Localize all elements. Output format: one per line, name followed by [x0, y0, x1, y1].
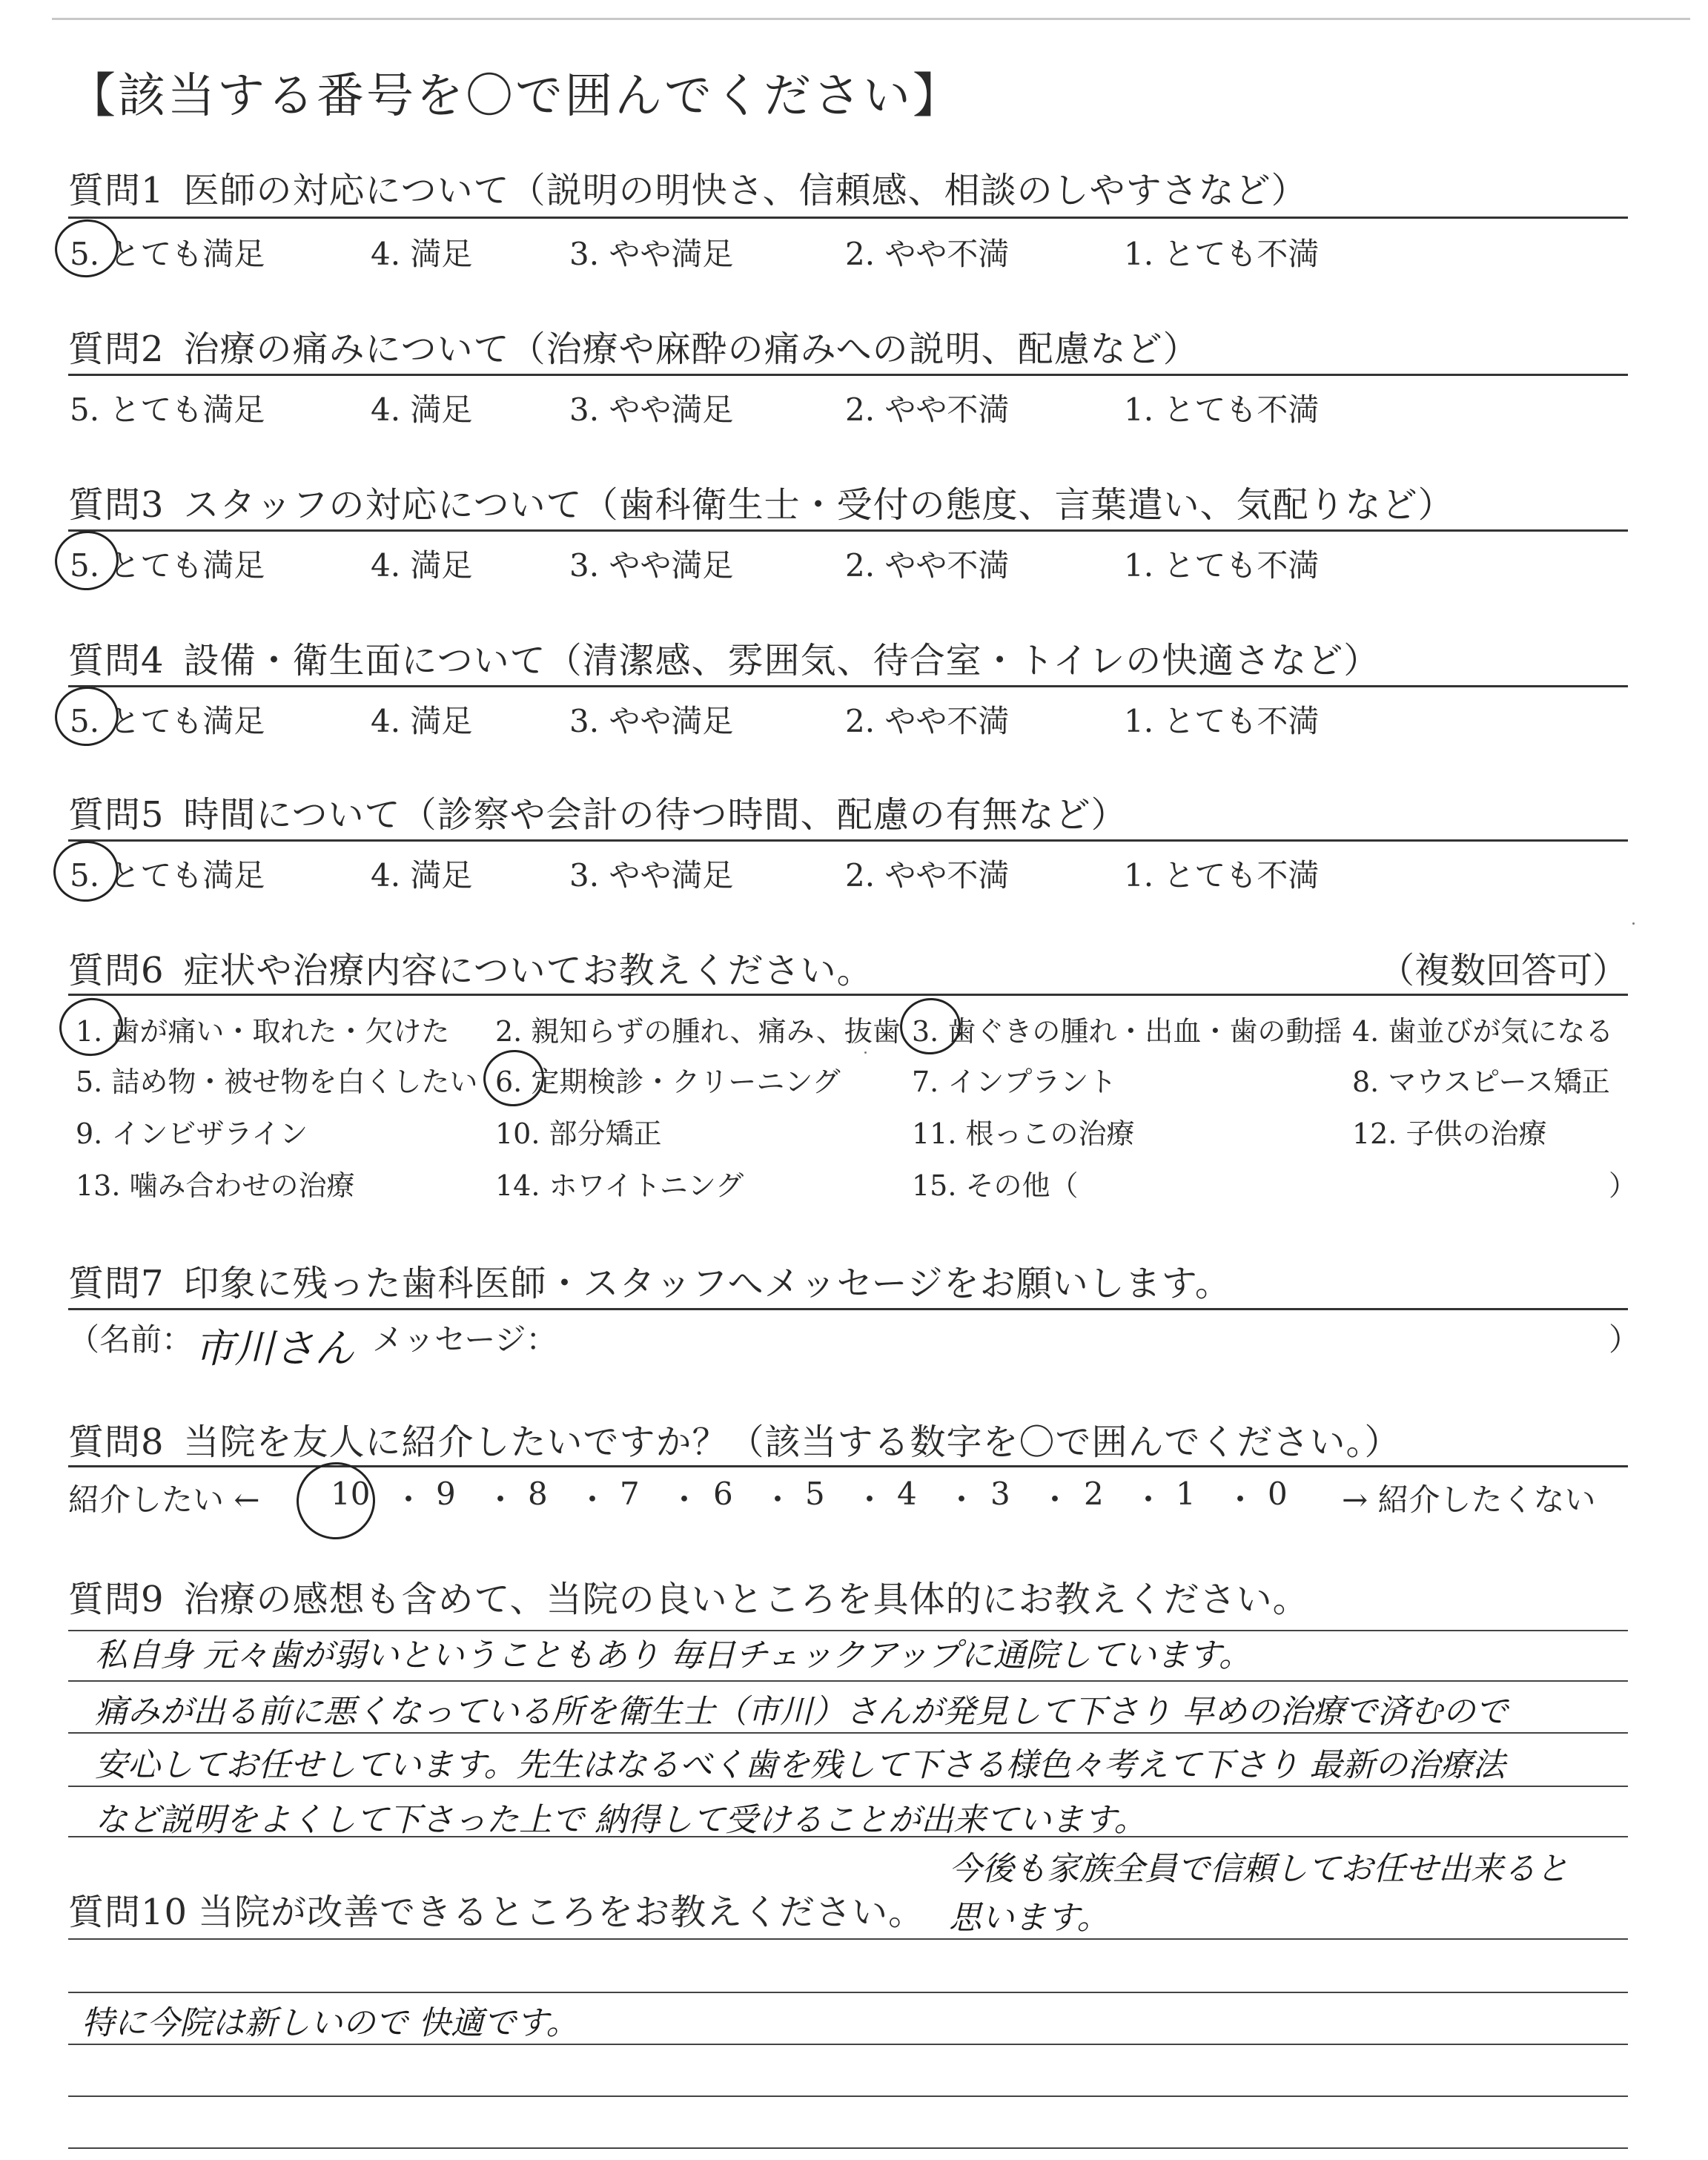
question-text: 医師の対応について（説明の明快さ、信頼感、相談のしやすさなど） — [183, 170, 1308, 211]
option-5[interactable]: 5. とても満足 — [70, 547, 265, 584]
answer-text: など説明をよくして下さった上で 納得して受けることが出来ています。 — [95, 1801, 1147, 1839]
question-text: 治療の感想も含めて、当院の良いところを具体的にお教えください。 — [183, 1579, 1309, 1620]
answer-text: 今後も家族全員で信頼してお任せ出来ると — [949, 1850, 1569, 1888]
rule — [68, 1308, 1628, 1310]
question-number: 質問9 — [68, 1579, 165, 1620]
other-close-paren: ） — [1609, 1169, 1638, 1202]
scale-dot: ・ — [762, 1482, 794, 1518]
close-paren: ） — [1609, 1321, 1641, 1358]
speck — [1632, 922, 1635, 925]
scale-right-label: → 紹介したくない — [1342, 1482, 1596, 1518]
scale-value[interactable]: 1 — [1176, 1476, 1196, 1512]
question-8 — [68, 1413, 1401, 1464]
scale-value[interactable]: 0 — [1268, 1476, 1288, 1512]
question-number: 質問6 — [68, 950, 165, 991]
page-title: 【該当する番号を〇で囲んでください】 — [68, 69, 962, 124]
answer-rule — [68, 1786, 1628, 1787]
option-2[interactable]: 2. やや不満 — [845, 236, 1010, 272]
scale-value[interactable]: 10 — [331, 1476, 371, 1512]
answer-rule — [68, 2095, 1628, 2097]
answer-rule — [68, 1992, 1628, 1993]
option-5[interactable]: 5. とても満足 — [70, 392, 265, 428]
options-q3 — [68, 541, 1628, 583]
option-4[interactable]: 4. 満足 — [371, 392, 473, 428]
scale-dot: ・ — [669, 1482, 701, 1518]
rule — [68, 374, 1628, 376]
options-q2 — [68, 386, 1628, 427]
question-9 — [68, 1571, 1309, 1622]
answer-rule — [68, 1680, 1628, 1682]
question-1 — [68, 162, 1308, 213]
symptom-item[interactable]: 14. ホワイトニング — [495, 1169, 744, 1202]
message-label: メッセージ： — [372, 1321, 557, 1358]
option-2[interactable]: 2. やや不満 — [845, 703, 1010, 739]
option-3[interactable]: 3. やや満足 — [569, 547, 734, 584]
option-2[interactable]: 2. やや不満 — [845, 392, 1010, 428]
question-text: 当院を友人に紹介したいですか？（該当する数字を〇で囲んでください。） — [183, 1421, 1401, 1463]
symptom-item[interactable]: 13. 噛み合わせの治療 — [76, 1169, 355, 1202]
question-number: 質問2 — [68, 328, 165, 370]
options-q4 — [68, 697, 1628, 739]
question-number: 質問5 — [68, 794, 165, 836]
option-4[interactable]: 4. 満足 — [371, 857, 473, 894]
option-5[interactable]: 5. とても満足 — [70, 857, 265, 894]
symptom-item[interactable]: 9. インビザライン — [76, 1117, 308, 1150]
options-q5 — [68, 851, 1628, 893]
answer-text: 私自身 元々歯が弱いということもあり 毎日チェックアップに通院しています。 — [95, 1636, 1252, 1674]
option-2[interactable]: 2. やや不満 — [845, 547, 1010, 584]
option-1[interactable]: 1. とても不満 — [1124, 857, 1320, 894]
symptom-item[interactable]: 8. マウスピース矯正 — [1352, 1066, 1610, 1098]
symptom-item[interactable]: 3. 歯ぐきの腫れ・出血・歯の動揺 — [912, 1015, 1343, 1048]
question-text: 時間について（診察や会計の待つ時間、配慮の有無など） — [183, 794, 1128, 836]
question-number: 質問7 — [68, 1263, 165, 1304]
question-4 — [68, 632, 1380, 683]
question-text: 治療の痛みについて（治療や麻酔の痛みへの説明、配慮など） — [183, 328, 1199, 370]
options-q1 — [68, 230, 1628, 271]
scale-dot: ・ — [393, 1482, 425, 1518]
top-border — [52, 18, 1690, 20]
question-5 — [68, 786, 1128, 837]
symptom-item[interactable]: 7. インプラント — [912, 1066, 1117, 1098]
scale-dot: ・ — [577, 1482, 609, 1518]
question-number: 質問4 — [68, 640, 165, 681]
question-3 — [68, 476, 1454, 527]
option-1[interactable]: 1. とても不満 — [1124, 392, 1320, 428]
multiple-answer-note: （複数回答可） — [1378, 950, 1628, 991]
question-text: 当院が改善できるところをお教えください。 — [198, 1892, 925, 1933]
answer-rule — [68, 1732, 1628, 1734]
rule — [68, 1465, 1628, 1467]
symptom-item[interactable]: 12. 子供の治療 — [1352, 1117, 1547, 1150]
option-4[interactable]: 4. 満足 — [371, 236, 473, 272]
question-6 — [68, 942, 873, 993]
option-5[interactable]: 5. とても満足 — [70, 703, 265, 739]
scale-left-label: 紹介したい ← — [68, 1482, 260, 1518]
option-3[interactable]: 3. やや満足 — [569, 236, 734, 272]
rule — [68, 994, 1628, 996]
name-label: （名前： — [68, 1321, 193, 1358]
scale-value[interactable]: 2 — [1084, 1476, 1104, 1512]
answer-text: 痛みが出る前に悪くなっている所を衛生士（市川）さんが発見して下さり 早めの治療で済むので — [95, 1693, 1508, 1731]
question-number: 質問3 — [68, 484, 165, 526]
option-4[interactable]: 4. 満足 — [371, 547, 473, 584]
scale-value[interactable]: 4 — [897, 1476, 917, 1512]
option-1[interactable]: 1. とても不満 — [1124, 236, 1320, 272]
symptom-item[interactable]: 6. 定期検診・クリーニング — [495, 1066, 841, 1098]
answer-text: 思います。 — [949, 1899, 1110, 1937]
answer-rule — [68, 1938, 1628, 1940]
option-3[interactable]: 3. やや満足 — [569, 703, 734, 739]
symptom-item[interactable]: 1. 歯が痛い・取れた・欠けた — [76, 1015, 450, 1048]
rule — [68, 217, 1628, 219]
rule — [68, 839, 1628, 842]
option-4[interactable]: 4. 満足 — [371, 703, 473, 739]
scale-value[interactable]: 7 — [620, 1476, 640, 1512]
option-1[interactable]: 1. とても不満 — [1124, 547, 1320, 584]
scale-dot: ・ — [1039, 1482, 1071, 1518]
speck — [864, 1051, 867, 1054]
option-2[interactable]: 2. やや不満 — [845, 857, 1010, 894]
answer-text: 安心してお任せしています。先生はなるべく歯を残して下さる様色々考えて下さり 最新の治療法 — [95, 1746, 1506, 1784]
scale-value[interactable]: 5 — [805, 1476, 825, 1512]
scale-dot: ・ — [485, 1482, 517, 1518]
option-1[interactable]: 1. とても不満 — [1124, 703, 1320, 739]
selection-circle — [291, 1457, 380, 1545]
question-2 — [68, 320, 1199, 371]
symptom-grid — [68, 1008, 1638, 1209]
symptom-item[interactable]: 5. 詰め物・被せ物を白くしたい — [76, 1066, 478, 1098]
option-5[interactable]: 5. とても満足 — [70, 236, 265, 272]
symptom-item[interactable]: 11. 根っこの治療 — [912, 1117, 1135, 1150]
question-text: 症状や治療内容についてお教えください。 — [183, 950, 873, 991]
scale-dot: ・ — [1133, 1482, 1165, 1518]
question-number: 質問1 — [68, 170, 165, 211]
name-value[interactable]: 市川さん — [194, 1325, 354, 1372]
question-10 — [68, 1883, 924, 1935]
scale-value[interactable]: 8 — [528, 1476, 548, 1512]
question-number: 質問8 — [68, 1421, 165, 1463]
question-text: スタッフの対応について（歯科衛生士・受付の態度、言葉遣い、気配りなど） — [183, 484, 1454, 526]
symptom-item[interactable]: 15. その他（ — [912, 1169, 1079, 1202]
symptom-item[interactable]: 4. 歯並びが気になる — [1352, 1015, 1614, 1048]
rule — [68, 529, 1628, 532]
answer-text: 特に今院は新しいので 快適です。 — [82, 2004, 579, 2042]
answer-rule — [68, 2147, 1628, 2149]
scale-dot: ・ — [854, 1482, 886, 1518]
scale-dot: ・ — [946, 1482, 978, 1518]
question-7 — [68, 1255, 1231, 1306]
scale-value[interactable]: 3 — [990, 1476, 1010, 1512]
option-3[interactable]: 3. やや満足 — [569, 857, 734, 894]
question-text: 設備・衛生面について（清潔感、雰囲気、待合室・トイレの快適さなど） — [183, 640, 1380, 681]
answer-rule — [68, 2044, 1628, 2045]
symptom-item[interactable]: 10. 部分矯正 — [495, 1117, 662, 1150]
question-number: 質問10 — [68, 1892, 188, 1933]
question-text: 印象に残った歯科医師・スタッフへメッセージをお願いします。 — [183, 1263, 1231, 1304]
scale-dot: ・ — [1225, 1482, 1257, 1518]
rule — [68, 685, 1628, 687]
option-3[interactable]: 3. やや満足 — [569, 392, 734, 428]
scale-value[interactable]: 6 — [713, 1476, 733, 1512]
symptom-item[interactable]: 2. 親知らずの腫れ、痛み、抜歯 — [495, 1015, 901, 1048]
scale-value[interactable]: 9 — [436, 1476, 456, 1512]
